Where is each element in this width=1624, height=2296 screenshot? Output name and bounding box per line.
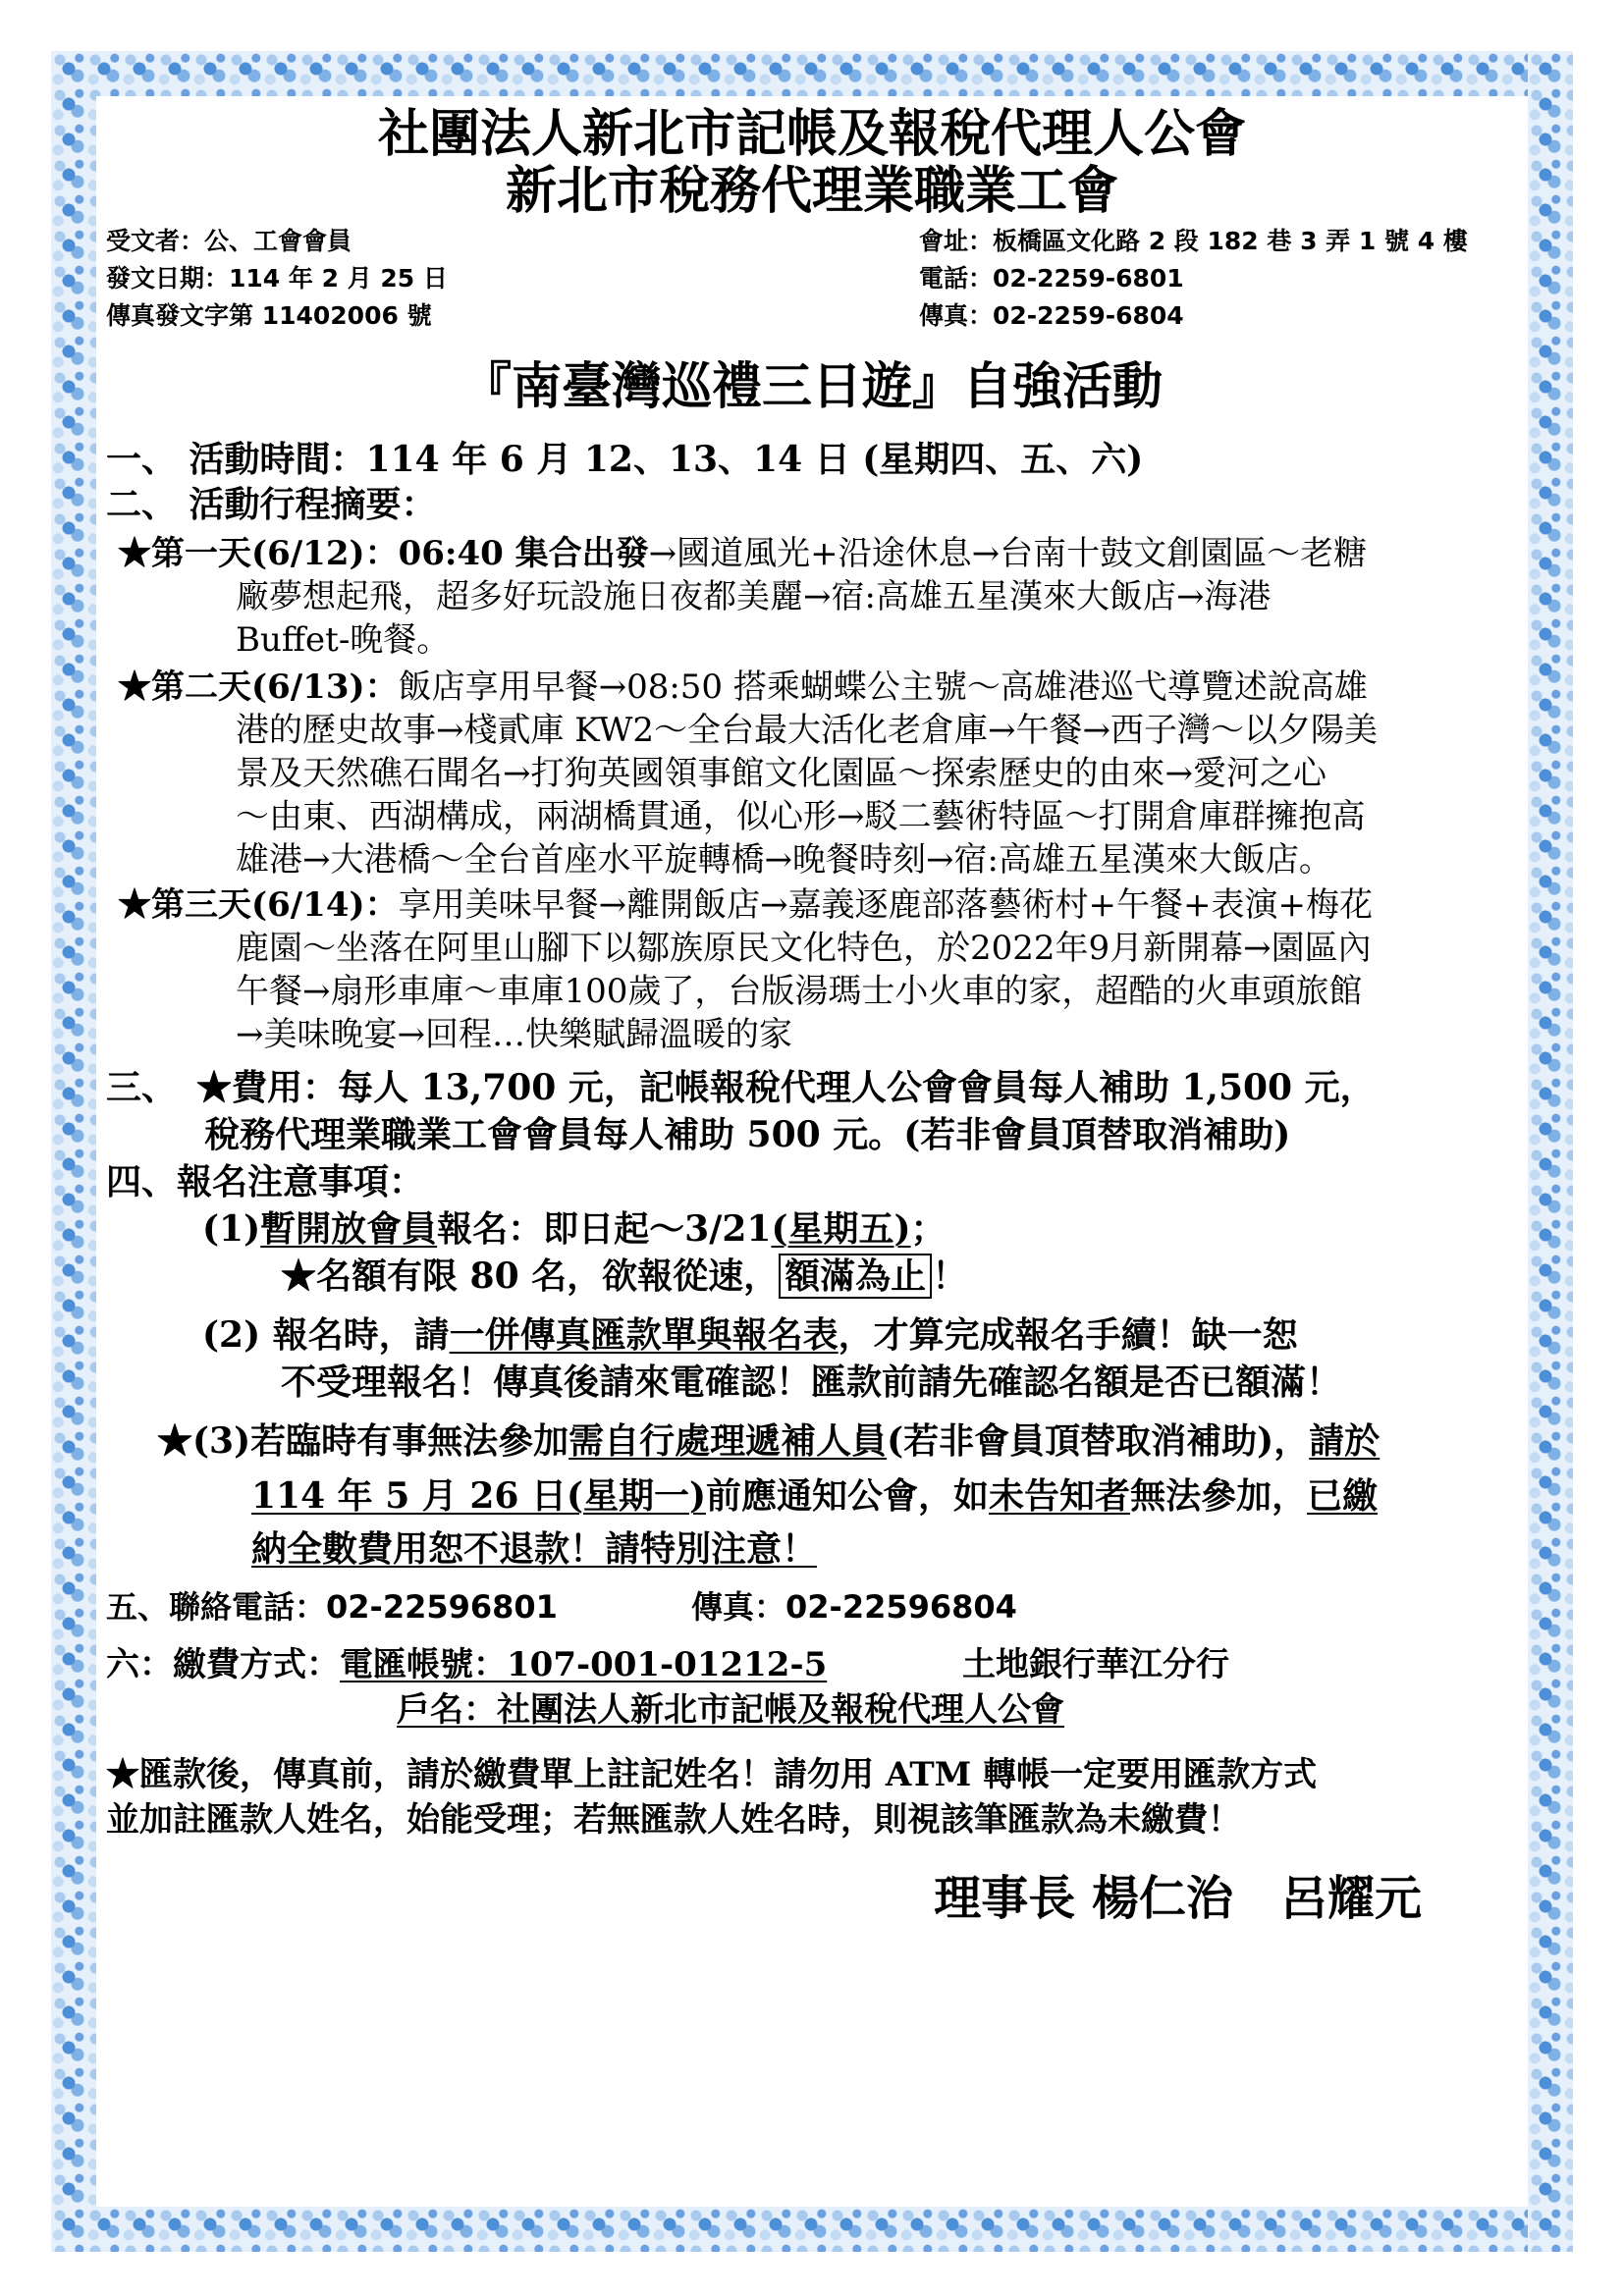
office-address: 會址：板橋區文化路 2 段 182 巷 3 弄 1 號 4 樓 [919,227,1468,255]
day3-line-3: 午餐→扇形車庫～車庫100歲了，台版湯瑪士小火車的家，超酷的火車頭旅館 [236,972,1363,1011]
day3-line-4: →美味晚宴→回程…快樂賦歸溫暖的家 [236,1015,792,1054]
item3-uninformed: 未告知者 [989,1475,1131,1517]
item3-notify: 前應通知公會，如 [706,1475,990,1517]
registration-item-1-line-2 [281,1249,967,1299]
snowflake-border-bottom [51,2207,1573,2252]
registration-item-2-line-2: 不受理報名！傳真後請來電確認！匯款前請先確認名額是否已額滿！ [281,1362,1342,1403]
registration-item-1 [202,1201,947,1252]
day3-line-1 [118,878,1373,926]
account-holder: 戶名：社團法人新北市記帳及報稅代理人公會 [397,1690,1064,1730]
bank-account: 電匯帳號：107-001-01212-5 [340,1645,828,1684]
fee-number: 三、 [106,1067,178,1108]
quota-full-box: 額滿為止 [779,1254,932,1299]
quota-end: ！ [932,1255,968,1297]
contact-phone: 五、聯絡電話：02-22596801 [106,1588,558,1626]
day2-line-2: 港的歷史故事→棧貳庫 KW2～全台最大活化老倉庫→午餐→西子灣～以夕陽美 [236,711,1379,750]
payment-method [106,1637,827,1685]
quota-text: ★名額有限 80 名，欲報從速， [281,1255,780,1297]
day2-line-5: 雄港→大港橋～全台首座水平旋轉橋→晚餐時刻→宿:高雄五星漢來大飯店。 [236,840,1332,880]
item2-start: (2) 報名時，請 [202,1314,450,1356]
day2-line-1 [118,660,1368,708]
remittance-note-2: 並加註匯款人姓名，始能受理；若無匯款人姓名時，則視該筆匯款為未繳費！ [106,1800,1241,1840]
registration-item-3 [157,1414,1380,1464]
snowflake-border-top [51,51,1573,96]
fee-line-2: 稅務代理業職業工會會員每人補助 500 元。(若非會員頂替取消補助) [204,1114,1291,1155]
remittance-note-1: ★匯款後，傳真前，請於繳費單上註記姓名！請勿用 ATM 轉帳一定要用匯款方式 [106,1755,1318,1794]
day1-line-1 [118,526,1367,574]
day1-line-2: 廠夢想起飛，超多好玩設施日夜都美麗→宿:高雄五星漢來大飯店→海港 [236,577,1272,616]
day2-line-4: ～由東、西湖構成，兩湖橋貫通，似心形→駁二藝術特區～打開倉庫群擁抱高 [236,797,1366,836]
item2-fax-requirement: 一併傳真匯款單與報名表 [449,1314,839,1356]
organization-name-2: 新北市稅務代理業職業工會 [505,161,1118,221]
item1-end: ； [910,1208,947,1250]
item1-members-only: 暫開放會員 [260,1208,438,1250]
recipient: 受文者：公、工會會員 [106,227,352,255]
payment-label: 六：繳費方式： [106,1645,340,1684]
day1-lead: →國道風光+沿途休息→台南十鼓文創園區～老糖 [648,534,1368,573]
office-fax: 傳真：02-2259-6804 [919,301,1184,330]
item3-start: ★(3)若臨時有事無法參加 [157,1420,569,1462]
registration-item-3-line-2 [251,1468,1378,1519]
item3-paid: 已繳 [1307,1475,1379,1517]
item3-cannot-join: 無法參加， [1130,1475,1308,1517]
item3-note: (若非會員頂替取消補助)， [887,1420,1310,1462]
item3-substitute: 需自行處理遞補人員 [568,1420,888,1462]
document-number: 傳真發文字第 11402006 號 [106,301,432,330]
activity-time: 一、 活動時間：114 年 6 月 12、13、14 日 (星期四、五、六) [106,439,1144,480]
itinerary-heading: 二、 活動行程摘要： [106,484,437,525]
day3-line-2: 鹿園～坐落在阿里山腳下以鄒族原民文化特色，於2022年9月新開幕→園區內 [236,929,1372,968]
day1-line-3: Buffet-晚餐。 [236,620,451,660]
contact-fax: 傳真：02-22596804 [691,1588,1017,1626]
day2-line-3: 景及天然礁石聞名→打狗英國領事館文化園區～探索歷史的由來→愛河之心 [236,754,1326,793]
day2-label: ★第二天(6/13)： [118,667,399,707]
day1-lead-bold: 06:40 集合出發 [398,534,649,573]
item2-rest: ，才算完成報名手續！缺一恕 [838,1314,1298,1356]
registration-item-3-line-3: 納全數費用恕不退款！請特別注意！ [251,1528,818,1570]
item3-please: 請於 [1309,1420,1380,1462]
item1-weekday: (星期五) [771,1208,911,1250]
day2-lead: 飯店享用早餐→08:50 搭乘蝴蝶公主號～高雄港巡弋導覽述說高雄 [398,667,1368,707]
fee-line-1: ★費用：每人 13,700 元，記帳報稅代理人公會會員每人補助 1,500 元， [196,1067,1376,1108]
bank-branch: 土地銀行華江分行 [962,1645,1229,1684]
item3-deadline: 114 年 5 月 26 日(星期一) [251,1475,707,1517]
registration-item-2 [202,1308,1298,1358]
item1-number: (1) [202,1208,261,1250]
day1-label: ★第一天(6/12)： [118,534,399,573]
chairman-signature: 理事長 楊仁治 呂耀元 [934,1871,1422,1926]
item1-period: 報名：即日起～3/21 [437,1208,772,1250]
day3-label: ★第三天(6/14)： [118,885,399,925]
day3-lead: 享用美味早餐→離開飯店→嘉義逐鹿部落藝術村+午餐+表演+梅花 [398,885,1374,925]
issue-date: 發文日期：114 年 2 月 25 日 [106,264,448,293]
office-phone: 電話：02-2259-6801 [919,264,1184,293]
organization-name-1: 社團法人新北市記帳及報稅代理人公會 [377,104,1246,164]
document-title: 『南臺灣巡禮三日遊』自強活動 [460,357,1163,416]
registration-heading: 四、報名注意事項： [106,1161,425,1202]
